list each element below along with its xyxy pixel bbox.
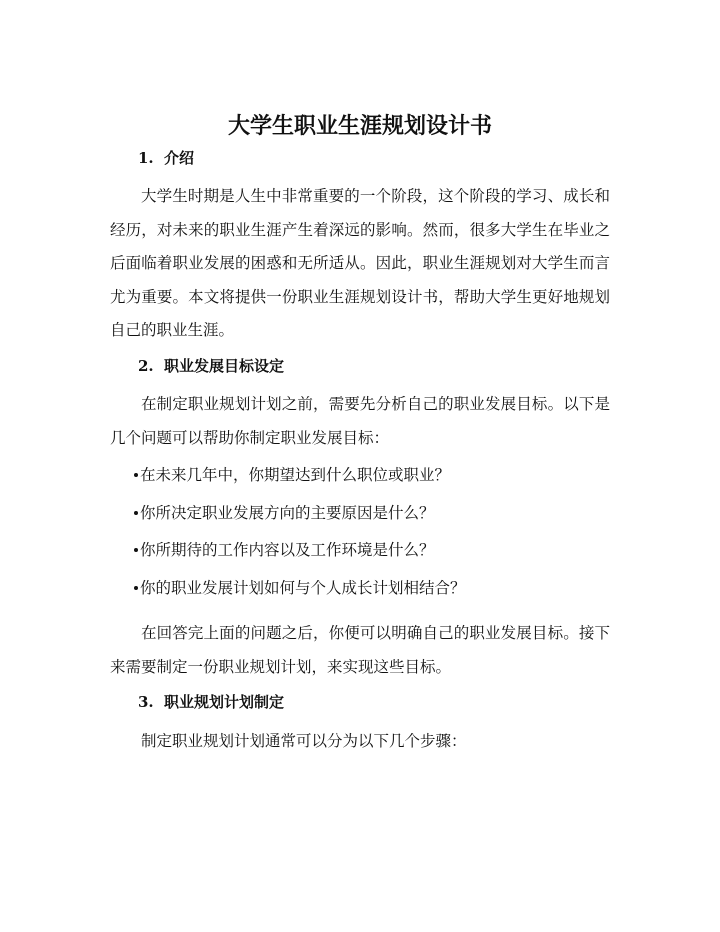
section-number: 1. [138, 149, 154, 167]
section-title: 职业规划计划制定 [164, 693, 285, 711]
section-heading-introduction [138, 146, 194, 170]
section-title: 职业发展目标设定 [164, 357, 285, 375]
section-title: 介绍 [164, 149, 195, 167]
section-heading-career-plan [138, 690, 284, 714]
list-item-text: 你的职业发展计划如何与个人成长计划相结合？ [140, 579, 466, 598]
list-item-text: 你所期待的工作内容以及工作环境是什么？ [140, 541, 435, 560]
list-item-text: 在未来几年中，你期望达到什么职位或职业？ [140, 466, 451, 484]
career-goals-outro-paragraph: 在回答完上面的问题之后，你便可以明确自己的职业发展目标。接下来需要制定一份职业规划计划，来实现这些目标。 [110, 624, 610, 676]
list-item [110, 570, 610, 608]
bullet-icon [134, 473, 138, 477]
bullet-icon [134, 586, 138, 590]
goal-questions-list [110, 457, 610, 608]
career-plan-intro-paragraph: 制定职业规划计划通常可以分为以下几个步骤： [141, 732, 467, 750]
list-item [110, 495, 610, 533]
section-number: 2. [138, 357, 154, 375]
list-item [110, 532, 610, 570]
list-item-text: 你所决定职业发展方向的主要原因是什么？ [140, 503, 435, 522]
document-title: 大学生职业生涯规划设计书 [227, 113, 492, 139]
list-item [110, 457, 610, 495]
bullet-icon [134, 548, 138, 552]
bullet-icon [134, 511, 138, 515]
career-goals-intro-paragraph: 在制定职业规划计划之前，需要先分析自己的职业发展目标。以下是几个问题可以帮助你制定职业发展目标： [110, 395, 610, 447]
introduction-paragraph: 大学生时期是人生中非常重要的一个阶段，这个阶段的学习、成长和经历，对未来的职业生涯产生着深远的影响。然而，很多大学生在毕业之后面临着职业发展的困惑和无所适从。因此，职业生涯规划对大学生而言尤为重要。本文将提供一份职业生涯规划设计书，帮助大学生更好地规划自己的职业生涯。 [110, 187, 610, 339]
section-number: 3. [138, 693, 154, 711]
section-heading-career-goals [138, 354, 284, 378]
